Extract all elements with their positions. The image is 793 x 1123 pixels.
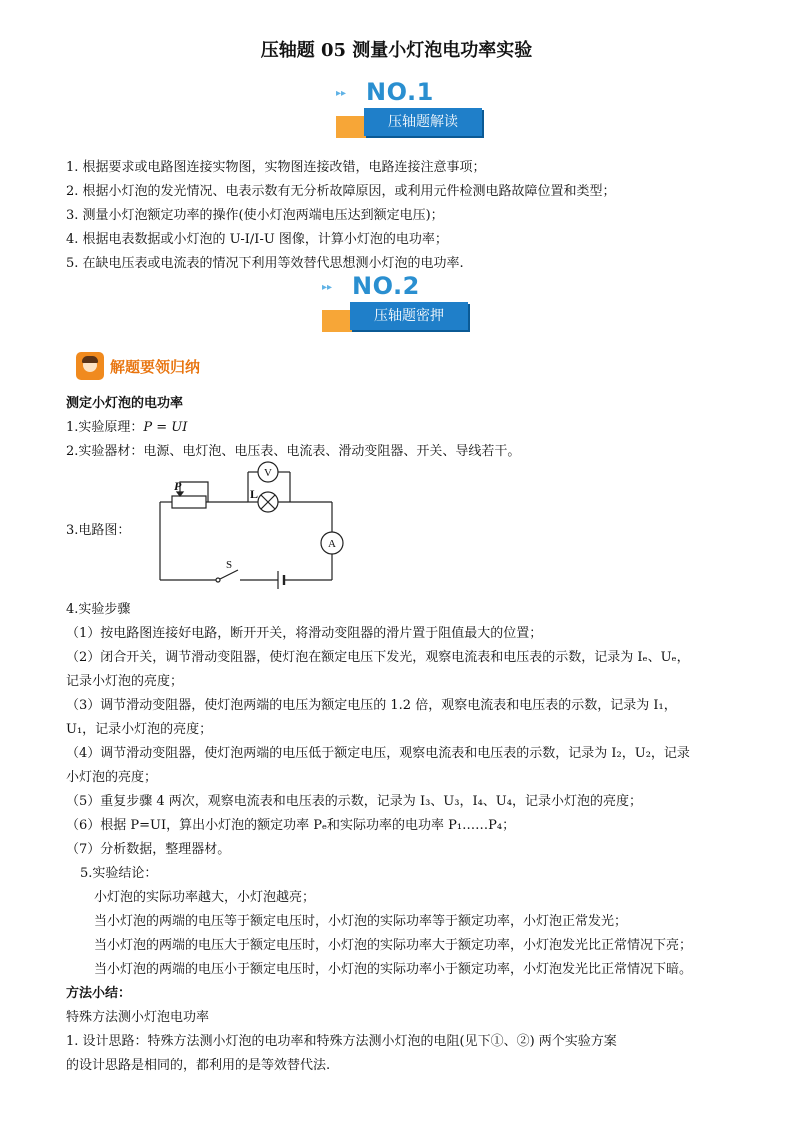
step-line: （1）按电路图连接好电路，断开开关，将滑动变阻器的滑片置于阻值最大的位置； <box>66 626 543 641</box>
steps-title: 4.实验步骤 <box>66 602 131 617</box>
list-item: 3. 测量小灯泡额定功率的操作(使小灯泡两端电压达到额定电压)； <box>66 208 444 223</box>
step-line: （3）调节滑动变阻器，使灯泡两端的电压为额定电压的 1.2 倍，观察电流表和电压表的示数，记录为 I₁， <box>66 698 677 713</box>
principle-formula: P = UI <box>143 420 188 435</box>
step-line: （4）调节滑动变阻器，使灯泡两端的电压低于额定电压，观察电流表和电压表的示数，记录为 I₂，U₂，记录 <box>66 746 690 761</box>
list-item: 4. 根据电表数据或小灯泡的 U-I/I-U 图像，计算小灯泡的电功率； <box>66 232 448 247</box>
circuit-diagram <box>140 458 360 590</box>
arrow-icon: ▸▸ <box>322 282 333 293</box>
step-line: 记录小灯泡的亮度； <box>66 674 184 689</box>
design-line: 1. 设计思路：特殊方法测小灯泡的电功率和特殊方法测小灯泡的电阻(见下①、②) 两个实验方案 <box>66 1034 617 1049</box>
page-title: 压轴题 05 测量小灯泡电功率实验 <box>260 40 533 61</box>
conclusion-line: 当小灯泡的两端的电压等于额定电压时，小灯泡的实际功率等于额定功率，小灯泡正常发光； <box>94 914 628 929</box>
step-line: （7）分析数据，整理器材。 <box>66 842 231 857</box>
banner-no1 <box>336 78 496 144</box>
banner-no2 <box>322 272 482 338</box>
section-header-text: 解题要领归纳 <box>110 358 201 376</box>
principle <box>66 416 187 435</box>
step-line: 小灯泡的亮度； <box>66 770 158 785</box>
step-line: （5）重复步骤 4 两次，观察电流表和电压表的示数，记录为 I₃、U₃，I₄、U₄，记录小灯泡的亮度； <box>66 794 642 809</box>
conclusion-title: 5.实验结论： <box>80 866 158 881</box>
equipment: 2.实验器材：电源、电灯泡、电压表、电流表、滑动变阻器、开关、导线若干。 <box>66 444 521 459</box>
conclusion-line: 小灯泡的实际功率越大，小灯泡越亮； <box>94 890 316 905</box>
step-line: （6）根据 P=UI，算出小灯泡的额定功率 Pₑ和实际功率的电功率 P₁……P₄； <box>66 818 516 833</box>
banner-label: 压轴题解读 <box>364 108 482 136</box>
banner-label: 压轴题密押 <box>350 302 468 330</box>
banner-number: NO.1 <box>366 78 434 106</box>
step-line: U₁，记录小灯泡的亮度； <box>66 722 213 737</box>
lamp-label: L <box>250 487 259 501</box>
arrow-icon: ▸▸ <box>336 88 347 99</box>
step-line: （2）闭合开关，调节滑动变阻器，使灯泡在额定电压下发光，观察电流表和电压表的示数，记录为 Iₑ、Uₑ， <box>66 650 690 665</box>
switch <box>220 570 238 579</box>
teacher-avatar-icon <box>76 352 104 380</box>
method-summary: 方法小结： <box>66 986 132 1001</box>
list-item: 1. 根据要求或电路图连接实物图，实物图连接改错，电路连接注意事项； <box>66 160 486 175</box>
rheostat-label: P <box>174 479 182 493</box>
ammeter-label: A <box>328 538 336 550</box>
list-item: 5. 在缺电压表或电流表的情况下利用等效替代思想测小灯泡的电功率. <box>66 256 464 271</box>
conclusion-line: 当小灯泡的两端的电压大于额定电压时，小灯泡的实际功率大于额定功率，小灯泡发光比正常情况下亮； <box>94 938 693 953</box>
switch-label: S <box>226 559 233 571</box>
banner-number: NO.2 <box>352 272 420 300</box>
voltmeter-label: V <box>264 467 272 479</box>
principle-label: 1.实验原理： <box>66 420 144 435</box>
circuit-label: 3.电路图： <box>66 523 131 538</box>
design-line: 的设计思路是相同的，都利用的是等效替代法. <box>66 1058 331 1073</box>
section-title: 测定小灯泡的电功率 <box>66 396 184 411</box>
special-title: 特殊方法测小灯泡电功率 <box>66 1010 210 1025</box>
conclusion-line: 当小灯泡的两端的电压小于额定电压时，小灯泡的实际功率小于额定功率，小灯泡发光比正常情况下暗。 <box>94 962 693 977</box>
list-item: 2. 根据小灯泡的发光情况、电表示数有无分析故障原因，或利用元件检测电路故障位置和类型； <box>66 184 616 199</box>
rheostat <box>172 496 206 508</box>
